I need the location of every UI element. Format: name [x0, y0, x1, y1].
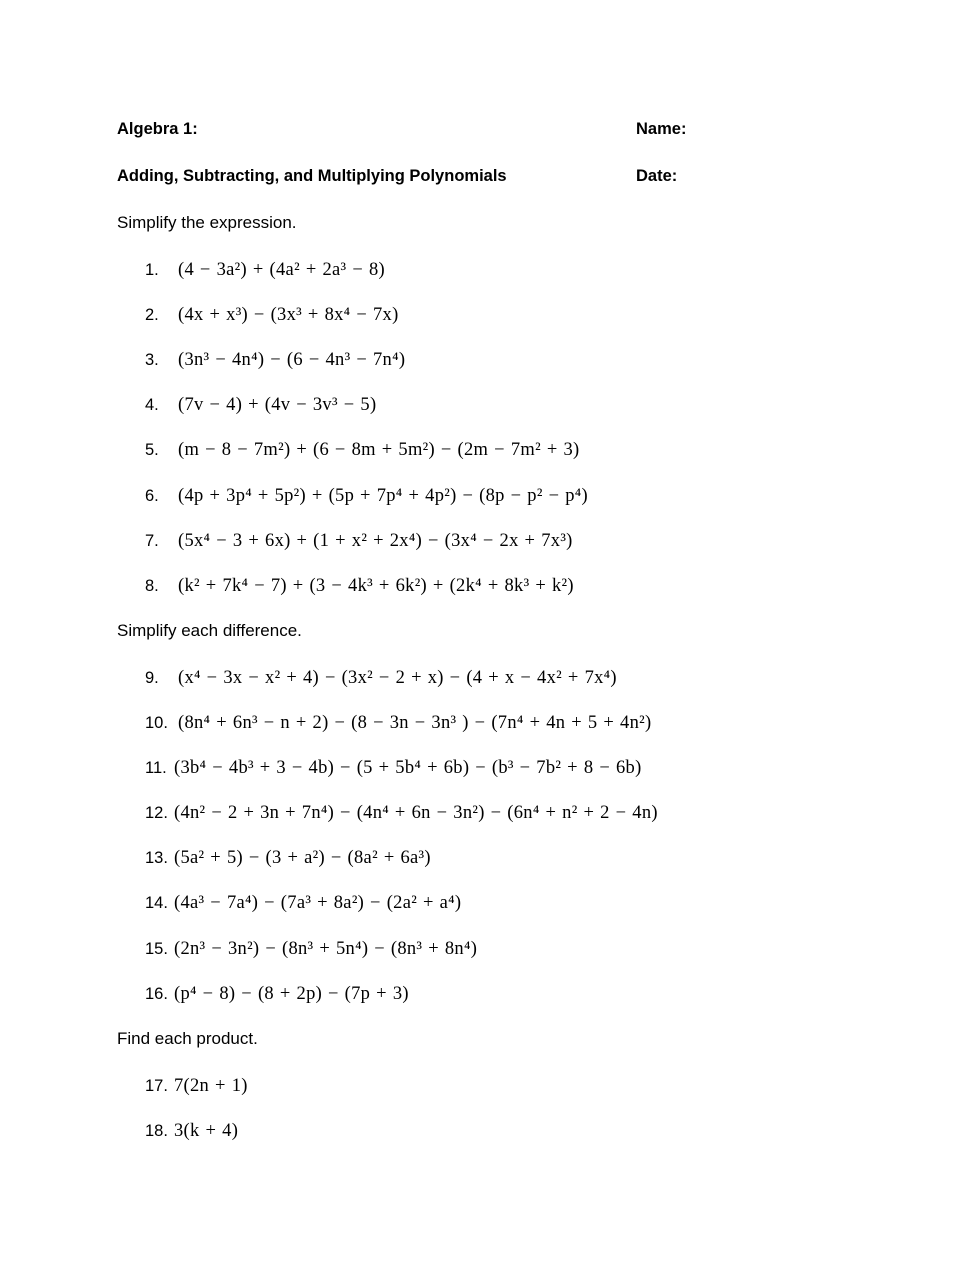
problem-number: 1.	[145, 261, 159, 279]
problem-number: 6.	[145, 487, 159, 505]
problem-expression: (4x + x³) − (3x³ + 8x⁴ − 7x)	[178, 305, 399, 325]
problem-item	[145, 666, 617, 690]
problem-number: 16.	[145, 985, 168, 1003]
problem-number: 5.	[145, 441, 159, 459]
course-title: Algebra 1:	[117, 120, 198, 138]
problem-item	[145, 711, 651, 735]
problem-expression: (8n⁴ + 6n³ − n + 2) − (8 − 3n − 3n³ ) − (7n⁴ + 4n + 5 + 4n²)	[178, 713, 652, 733]
problem-item	[145, 393, 376, 417]
problem-item	[145, 529, 573, 553]
problem-item	[145, 891, 461, 915]
problem-number: 7.	[145, 532, 159, 550]
problem-expression: (p⁴ − 8) − (8 + 2p) − (7p + 3)	[174, 984, 409, 1004]
problem-number: 3.	[145, 351, 159, 369]
problem-number: 12.	[145, 804, 168, 822]
problem-expression: 7(2n + 1)	[174, 1076, 248, 1096]
problem-expression: (4p + 3p⁴ + 5p²) + (5p + 7p⁴ + 4p²) − (8p − p² − p⁴)	[178, 486, 589, 506]
problem-expression: (3b⁴ − 4b³ + 3 − 4b) − (5 + 5b⁴ + 6b) − (b³ − 7b² + 8 − 6b)	[174, 758, 642, 778]
date-label: Date:	[636, 167, 678, 185]
problem-expression: (4 − 3a²) + (4a² + 2a³ − 8)	[178, 260, 385, 280]
problem-item	[145, 348, 405, 372]
problem-expression: (3n³ − 4n⁴) − (6 − 4n³ − 7n⁴)	[178, 350, 406, 370]
problem-item	[145, 801, 658, 825]
problem-number: 4.	[145, 396, 159, 414]
problem-item	[145, 438, 580, 462]
problem-item	[145, 756, 642, 780]
problem-item	[145, 1074, 248, 1098]
problem-item	[145, 258, 385, 282]
problem-item	[145, 982, 409, 1006]
problem-number: 13.	[145, 849, 168, 867]
problem-expression: (7v − 4) + (4v − 3v³ − 5)	[178, 395, 377, 415]
problem-item	[145, 303, 399, 327]
problem-number: 11.	[145, 759, 167, 777]
problem-expression: (5a² + 5) − (3 + a²) − (8a² + 6a³)	[174, 848, 431, 868]
problem-expression: (2n³ − 3n²) − (8n³ + 5n⁴) − (8n³ + 8n⁴)	[174, 939, 478, 959]
problem-expression: (4a³ − 7a⁴) − (7a³ + 8a²) − (2a² + a⁴)	[174, 893, 462, 913]
name-label: Name:	[636, 120, 687, 138]
section-instruction: Find each product.	[117, 1029, 258, 1048]
problem-item	[145, 846, 431, 870]
problem-expression: (x⁴ − 3x − x² + 4) − (3x² − 2 + x) − (4 + x − 4x² + 7x⁴)	[178, 668, 617, 688]
problem-number: 9.	[145, 669, 159, 687]
section-instruction: Simplify the expression.	[117, 213, 297, 232]
problem-expression: (m − 8 − 7m²) + (6 − 8m + 5m²) − (2m − 7m² + 3)	[178, 440, 580, 460]
problem-number: 17.	[145, 1077, 168, 1095]
problem-expression: (k² + 7k⁴ − 7) + (3 − 4k³ + 6k²) + (2k⁴ + 8k³ + k²)	[178, 576, 574, 596]
problem-number: 15.	[145, 940, 168, 958]
problem-item	[145, 1119, 238, 1143]
problem-expression: 3(k + 4)	[174, 1121, 239, 1141]
problem-item	[145, 484, 588, 508]
problem-number: 8.	[145, 577, 159, 595]
problem-item	[145, 574, 574, 598]
section-instruction: Simplify each difference.	[117, 621, 302, 640]
problem-number: 10.	[145, 714, 168, 732]
problem-expression: (4n² − 2 + 3n + 7n⁴) − (4n⁴ + 6n − 3n²) − (6n⁴ + n² + 2 − 4n)	[174, 803, 658, 823]
problem-item	[145, 937, 477, 961]
problem-number: 2.	[145, 306, 159, 324]
worksheet-topic: Adding, Subtracting, and Multiplying Polynomials	[117, 167, 507, 185]
problem-number: 14.	[145, 894, 168, 912]
problem-expression: (5x⁴ − 3 + 6x) + (1 + x² + 2x⁴) − (3x⁴ − 2x + 7x³)	[178, 531, 573, 551]
problem-number: 18.	[145, 1122, 168, 1140]
